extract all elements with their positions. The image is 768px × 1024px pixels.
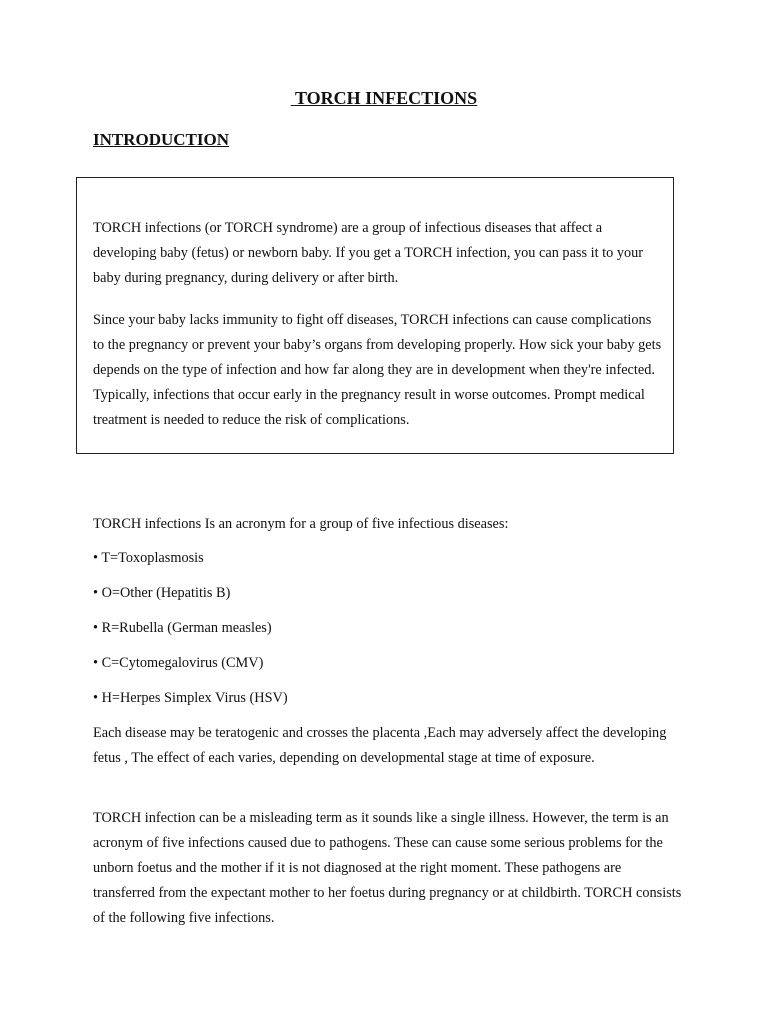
list-item: • R=Rubella (German measles) [93, 620, 272, 636]
list-item: • O=Other (Hepatitis B) [93, 585, 231, 601]
list-item: • T=Toxoplasmosis [93, 550, 204, 566]
page-title: TORCH INFECTIONS [290, 88, 478, 108]
list-item: • H=Herpes Simplex Virus (HSV) [93, 690, 288, 706]
intro-paragraph-1: TORCH infections (or TORCH syndrome) are a group of infectious diseases that affect a developing baby (fetus) or newborn baby. If you get a TORCH infection, you can pass it to your baby during pregnancy, during delivery or after birth. [93, 220, 644, 286]
intro-box [76, 177, 674, 454]
paragraph-teratogenic: Each disease may be teratogenic and crosses the placenta ,Each may adversely affect the developing fetus , The effect of each varies, depending on developmental stage at time of exposure. [93, 725, 667, 766]
list-item: • C=Cytomegalovirus (CMV) [93, 655, 264, 671]
section-heading-introduction: INTRODUCTION [93, 130, 230, 149]
acronym-intro: TORCH infections Is an acronym for a group of five infectious diseases: [93, 516, 509, 532]
intro-paragraph-2: Since your baby lacks immunity to fight off diseases, TORCH infections can cause complications to the pregnancy or prevent your baby’s organs from developing properly. How sick your baby gets depends on the type of infection and how far along they are in development when they're infected. Typically, infections that occur early in the pregnancy result in worse outcomes. Prompt medical treatment is needed to reduce the risk of complications. [93, 312, 662, 428]
paragraph-misleading-term: TORCH infection can be a misleading term as it sounds like a single illness. However, the term is an acronym of five infections caused due to pathogens. These can cause some serious problems for the unborn foetus and the mother if it is not diagnosed at the right moment. These pathogens are transferred from the expectant mother to her foetus during pregnancy or at childbirth. TORCH consists of the following five infections. [93, 810, 682, 926]
